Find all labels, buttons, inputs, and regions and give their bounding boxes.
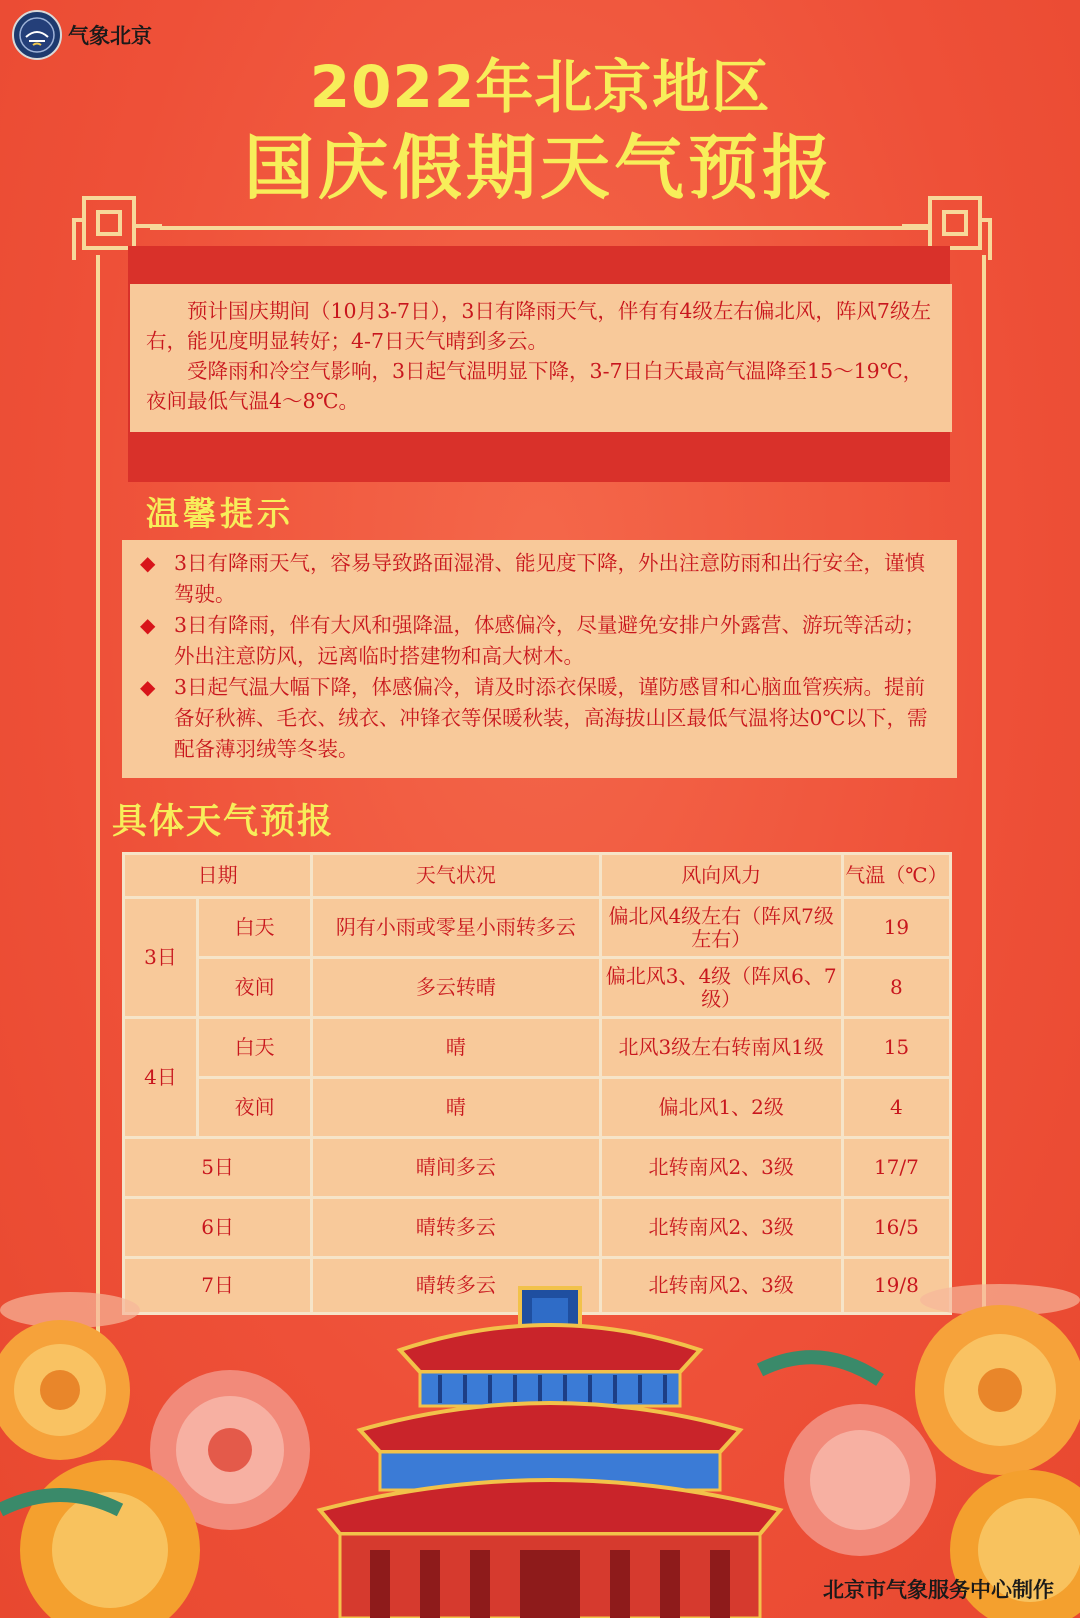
- weather-cell: 晴转多云: [312, 1198, 600, 1258]
- table-row: [124, 1198, 951, 1258]
- temp-cell: 4: [842, 1078, 950, 1138]
- weather-cell: 晴: [312, 1078, 600, 1138]
- table-row: [124, 1018, 951, 1078]
- header-temp: 气温（℃）: [842, 854, 950, 898]
- table-row: [124, 1138, 951, 1198]
- tips-panel: [122, 540, 957, 778]
- tip-text: 3日有降雨，伴有大风和强降温，体感偏冷，尽量避免安排户外露营、游玩等活动；外出注意防风，远离临时搭建物和高大树木。: [174, 613, 926, 668]
- diamond-bullet-icon: ◆: [140, 551, 156, 575]
- tips-title: 温馨提示: [146, 494, 294, 533]
- wind-cell: 北转南风2、3级: [600, 1138, 842, 1198]
- period-cell: 白天: [198, 898, 312, 958]
- summary-paragraph-1: 预计国庆期间（10月3-7日），3日有降雨天气，伴有有4级左右偏北风，阵风7级左右，能见度明显转好；4-7日天气晴到多云。: [146, 299, 931, 353]
- diamond-bullet-icon: ◆: [140, 613, 156, 637]
- date-cell: 3日: [124, 898, 198, 1018]
- temple-icon: [320, 1288, 780, 1618]
- period-cell: 白天: [198, 1018, 312, 1078]
- temp-cell: 8: [842, 958, 950, 1018]
- peony-left-icon: [0, 1320, 310, 1618]
- table-row: [124, 898, 951, 958]
- date-cell: 5日: [124, 1138, 312, 1198]
- wind-cell: 偏北风3、4级（阵风6、7级）: [600, 958, 842, 1018]
- title-line-2: 国庆假期天气预报: [244, 127, 836, 209]
- title-line-1: 2022年北京地区: [309, 53, 771, 121]
- weather-cell: 晴间多云: [312, 1138, 600, 1198]
- temple-and-peony-illustration: [0, 1280, 1080, 1618]
- weather-cell: 阴有小雨或零星小雨转多云: [312, 898, 600, 958]
- peony-right-icon: [760, 1305, 1080, 1618]
- frame-left: [96, 255, 100, 1375]
- wind-cell: 偏北风4级左右（阵风7级左右）: [600, 898, 842, 958]
- frame-right: [982, 255, 986, 1375]
- tip-text: 3日起气温大幅下降，体感偏冷，请及时添衣保暖，谨防感冒和心脑血管疾病。提前备好秋裤、毛衣、绒衣、冲锋衣等保暖秋装，高海拔山区最低气温将达0℃以下，需配备薄羽绒等冬装。: [174, 675, 928, 761]
- header-weather: 天气状况: [312, 854, 600, 898]
- table-row: [124, 1078, 951, 1138]
- header-date: 日期: [124, 854, 312, 898]
- date-cell: 7日: [124, 1258, 312, 1314]
- tip-item: [136, 610, 943, 672]
- period-cell: 夜间: [198, 958, 312, 1018]
- summary-paragraph-2: 受降雨和冷空气影响，3日起气温明显下降，3-7日白天最高气温降至15～19℃，夜间最低气温4～8℃。: [146, 359, 924, 413]
- diamond-bullet-icon: ◆: [140, 675, 156, 699]
- tip-item: [136, 548, 943, 610]
- table-row: [124, 958, 951, 1018]
- wind-cell: 北转南风2、3级: [600, 1198, 842, 1258]
- tip-item: [136, 672, 943, 765]
- temp-cell: 19: [842, 898, 950, 958]
- frame-top: [150, 226, 930, 230]
- weather-cell: 晴: [312, 1018, 600, 1078]
- temp-cell: 19/8: [842, 1258, 950, 1314]
- temp-cell: 15: [842, 1018, 950, 1078]
- footer-credit: 北京市气象服务中心制作: [823, 1578, 1054, 1602]
- weather-cell: 晴转多云: [312, 1258, 600, 1314]
- temp-cell: 16/5: [842, 1198, 950, 1258]
- wind-cell: 偏北风1、2级: [600, 1078, 842, 1138]
- wind-cell: 北转南风2、3级: [600, 1258, 842, 1314]
- tip-text: 3日有降雨天气，容易导致路面湿滑、能见度下降，外出注意防雨和出行安全，谨慎驾驶。: [174, 551, 926, 606]
- table-header-row: [124, 854, 951, 898]
- temp-cell: 17/7: [842, 1138, 950, 1198]
- wind-cell: 北风3级左右转南风1级: [600, 1018, 842, 1078]
- date-cell: 6日: [124, 1198, 312, 1258]
- weather-cell: 多云转晴: [312, 958, 600, 1018]
- summary-panel: [130, 284, 952, 432]
- logo-text: 气象北京: [68, 24, 152, 48]
- period-cell: 夜间: [198, 1078, 312, 1138]
- date-cell: 4日: [124, 1018, 198, 1138]
- forecast-table: [122, 852, 952, 1315]
- header-wind: 风向风力: [600, 854, 842, 898]
- forecast-title: 具体天气预报: [112, 802, 335, 842]
